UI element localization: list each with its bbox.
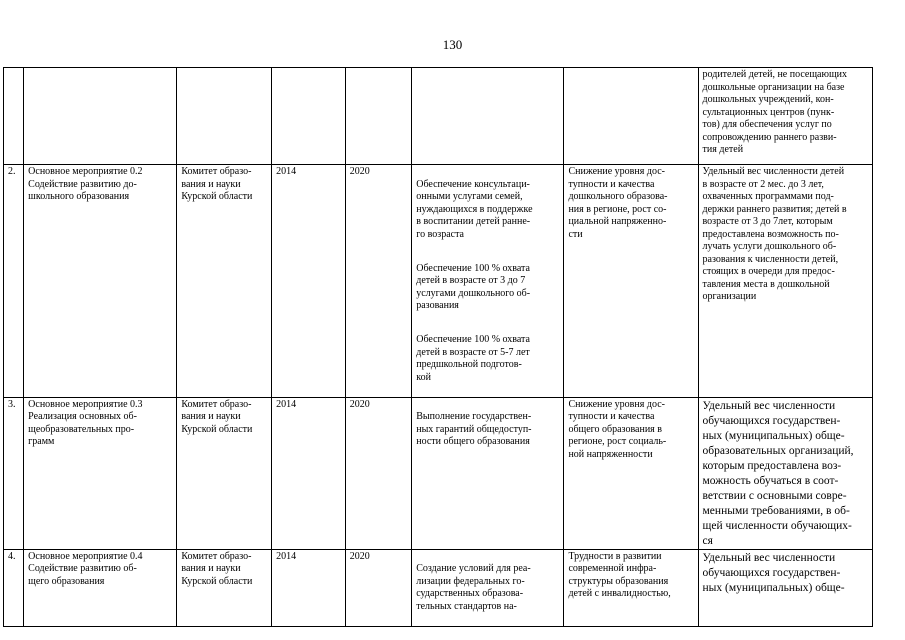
executor: Комитет образо- вания и науки Курской области xyxy=(177,397,272,549)
program-table xyxy=(3,67,873,627)
end-year: 2020 xyxy=(345,397,412,549)
activity-name: Основное мероприятие 0.3 Реализация основных об- щеобразовательных про- грамм xyxy=(24,397,177,549)
executor: Комитет образо- вания и науки Курской области xyxy=(177,165,272,398)
expected-result xyxy=(412,68,564,165)
start-year: 2014 xyxy=(272,397,346,549)
activity-name: Основное мероприятие 0.4 Содействие развитию об- щего образования xyxy=(24,549,177,626)
row-number: 2. xyxy=(4,165,24,398)
start-year: 2014 xyxy=(272,165,346,398)
indicator: Удельный вес численности обучающихся государствен- ных (муниципальных) обще- xyxy=(698,549,872,626)
indicator: родителей детей, не посещающих дошкольные организации на базе дошкольных учреждений, кон- сультационных центров (пунк- тов) для обеспечения услуг по сопровождению раннего разви- тия детей xyxy=(698,68,872,165)
expected-result xyxy=(412,165,564,398)
table-row xyxy=(4,68,873,165)
risk-description: Снижение уровня дос- тупности и качества дошкольного образова- ния в регионе, рост со- циальной напряженно- сти xyxy=(564,165,698,398)
risk-description: Снижение уровня дос- тупности и качества общего образования в регионе, рост социаль- ной напряженности xyxy=(564,397,698,549)
page-number: 130 xyxy=(442,37,463,52)
activity-name xyxy=(24,68,177,165)
end-year xyxy=(345,68,412,165)
activity-name: Основное мероприятие 0.2 Содействие развитию до- школьного образования xyxy=(24,165,177,398)
start-year xyxy=(272,68,346,165)
indicator: Удельный вес численности обучающихся государствен- ных (муниципальных) обще- образовательных организаций, которым предоставлена воз- можность обучаться в соот- ветствии с основными совре- менными требованиями, в об- щей численности обучающих- ся xyxy=(698,397,872,549)
end-year: 2020 xyxy=(345,549,412,626)
result-item: Выполнение государствен- ных гарантий общедоступ- ности общего образования xyxy=(416,411,532,447)
row-number xyxy=(4,68,24,165)
executor: Комитет образо- вания и науки Курской области xyxy=(177,549,272,626)
table-row xyxy=(4,397,873,549)
result-item: Обеспечение консультаци- онными услугами семей, нуждающихся в поддержке в воспитании детей ранне- го возраста xyxy=(416,178,533,240)
risk-description: Трудности в развитии современной инфра- структуры образования детей с инвалидностью, xyxy=(564,549,698,626)
expected-result xyxy=(412,549,564,626)
row-number: 4. xyxy=(4,549,24,626)
indicator: Удельный вес численности детей в возрасте от 2 мес. до 3 лет, охваченных программами под- держки раннего развития; детей в возрасте от 3 до 7лет, которым предоставлена возможность по- лучать услуги дошкольного об- разования к численности детей, стоящих в очереди для предос- тавления места в дошкольной организации xyxy=(698,165,872,398)
table-row xyxy=(4,165,873,398)
table-row xyxy=(4,549,873,626)
result-item: Создание условий для реа- лизации федеральных го- сударственных образова- тельных стандартов на- xyxy=(416,563,531,612)
result-item: Обеспечение 100 % охвата детей в возрасте от 5-7 лет предшкольной подготов- кой xyxy=(416,334,530,383)
risk-description xyxy=(564,68,698,165)
expected-result xyxy=(412,397,564,549)
end-year: 2020 xyxy=(345,165,412,398)
result-item: Обеспечение 100 % охвата детей в возрасте от 3 до 7 услугами дошкольного об- разования xyxy=(416,262,531,311)
start-year: 2014 xyxy=(272,549,346,626)
executor xyxy=(177,68,272,165)
row-number: 3. xyxy=(4,397,24,549)
